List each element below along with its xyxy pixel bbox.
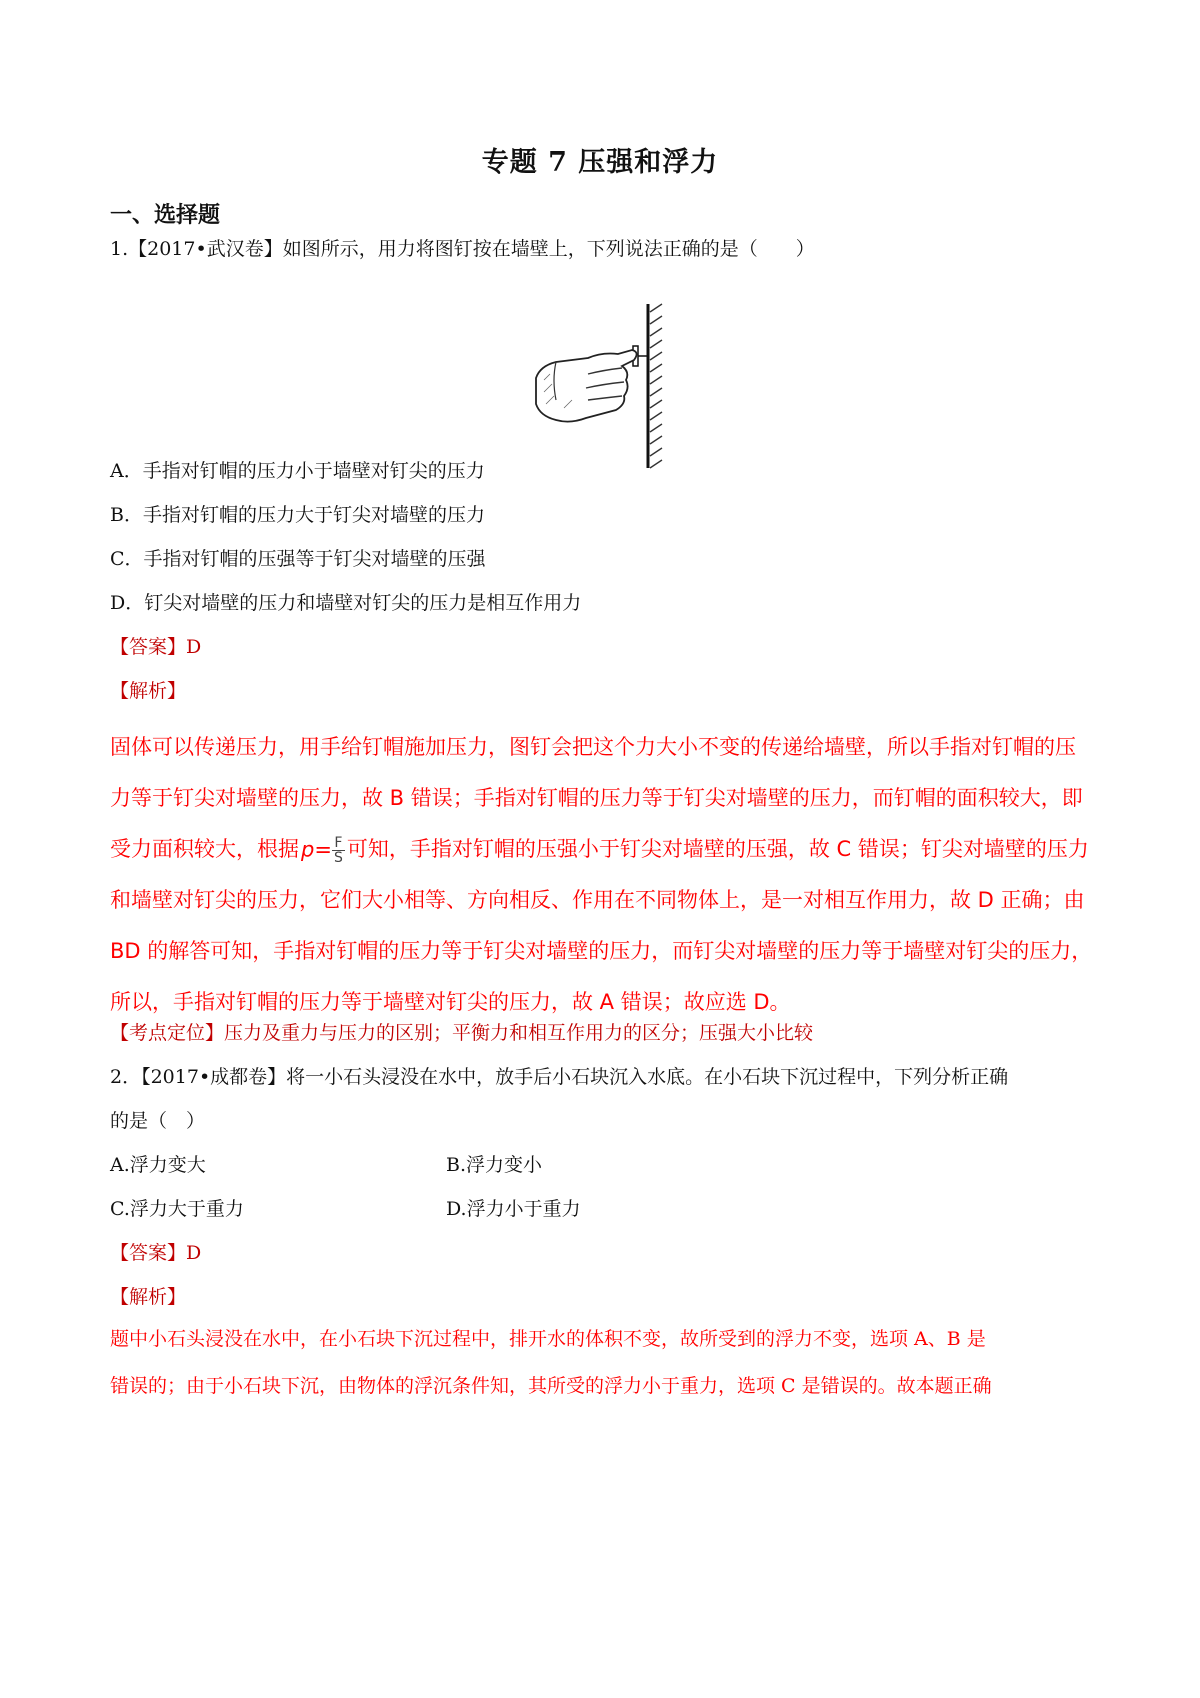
thumb-pushpin-wall-figure bbox=[530, 300, 680, 472]
question-1-option-c: C．手指对钉帽的压强等于钉尖对墙壁的压强 bbox=[110, 548, 486, 570]
answer-value-2: D bbox=[186, 1242, 202, 1264]
question-2-stem-line-1: 2．【2017•成都卷】将一小石头浸没在水中，放手后小石块沉入水底。在小石块下沉过程中，下列分析正确 bbox=[110, 1066, 1009, 1088]
answer-label-2: 【答案】 bbox=[110, 1242, 187, 1264]
analysis-label: 【解析】 bbox=[110, 680, 187, 702]
question-1-stem: 1.【2017•武汉卷】如图所示，用力将图钉按在墙壁上，下列说法正确的是（ ） bbox=[110, 238, 815, 260]
analysis-line-2: 力等于钉尖对墙壁的压力，故 B 错误；手指对钉帽的压力等于钉尖对墙壁的压力，而钉帽的面积较大，即 bbox=[110, 786, 1083, 810]
page-title: 专题 7 压强和浮力 bbox=[481, 147, 719, 178]
analysis-label-2: 【解析】 bbox=[110, 1286, 187, 1308]
question-2-option-b: B.浮力变小 bbox=[446, 1154, 543, 1176]
formula-denominator: S bbox=[333, 849, 343, 866]
q2-analysis-line-1: 题中小石头浸没在水中，在小石块下沉过程中，排开水的体积不变，故所受到的浮力不变，选项 A、B 是 bbox=[110, 1328, 986, 1350]
analysis-line-5: BD 的解答可知，手指对钉帽的压力等于钉尖对墙壁的压力，而钉尖对墙壁的压力等于墙壁对钉尖的压力， bbox=[110, 939, 1093, 963]
analysis-line-3 bbox=[110, 824, 1100, 875]
question-1-option-d: D．钉尖对墙壁的压力和墙壁对钉尖的压力是相互作用力 bbox=[110, 592, 582, 614]
question-2-option-c: C.浮力大于重力 bbox=[110, 1198, 244, 1220]
q2-analysis-line-2: 错误的；由于小石块下沉，由物体的浮沉条件知，其所受的浮力小于重力，选项 C 是错误的。故本题正确 bbox=[110, 1375, 992, 1397]
formula-numerator: F bbox=[332, 836, 345, 851]
question-2-analysis bbox=[110, 1316, 1100, 1410]
question-1-option-b: B．手指对钉帽的压力大于钉尖对墙壁的压力 bbox=[110, 504, 485, 526]
analysis-line-1: 固体可以传递压力，用手给钉帽施加压力，图钉会把这个力大小不变的传递给墙壁，所以手指对钉帽的压 bbox=[110, 735, 1076, 759]
analysis-line-3-start: 受力面积较大，根据 bbox=[110, 837, 299, 861]
section-heading: 一、选择题 bbox=[110, 202, 221, 228]
question-2-answer bbox=[110, 1240, 201, 1266]
question-1-analysis bbox=[110, 722, 1100, 1028]
formula-p: p= bbox=[301, 837, 332, 861]
analysis-line-3-end: 可知，手指对钉帽的压强小于钉尖对墙壁的压强，故 C 错误；钉尖对墙壁的压力 bbox=[346, 837, 1089, 861]
question-1-option-a: A．手指对钉帽的压力小于墙壁对钉尖的压力 bbox=[110, 460, 485, 482]
answer-value: D bbox=[186, 636, 202, 658]
analysis-line-6: 所以，手指对钉帽的压力等于墙壁对钉尖的压力，故 A 错误；故应选 D。 bbox=[110, 990, 791, 1014]
question-2-stem-line-2: 的是（ ） bbox=[110, 1110, 206, 1132]
formula-fraction bbox=[332, 836, 345, 865]
question-2-option-d: D.浮力小于重力 bbox=[446, 1198, 581, 1220]
question-2-analysis-label bbox=[110, 1284, 186, 1310]
question-1-kaodian: 【考点定位】压力及重力与压力的区别；平衡力和相互作用力的区分；压强大小比较 bbox=[110, 1022, 814, 1044]
question-1-answer bbox=[110, 634, 201, 660]
question-1-analysis-label bbox=[110, 678, 186, 704]
question-2-option-a: A.浮力变大 bbox=[110, 1154, 206, 1176]
answer-label: 【答案】 bbox=[110, 636, 187, 658]
pressure-formula bbox=[301, 836, 345, 865]
analysis-line-4: 和墙壁对钉尖的压力，它们大小相等、方向相反、作用在不同物体上，是一对相互作用力，故 D 正确；由 bbox=[110, 888, 1085, 912]
